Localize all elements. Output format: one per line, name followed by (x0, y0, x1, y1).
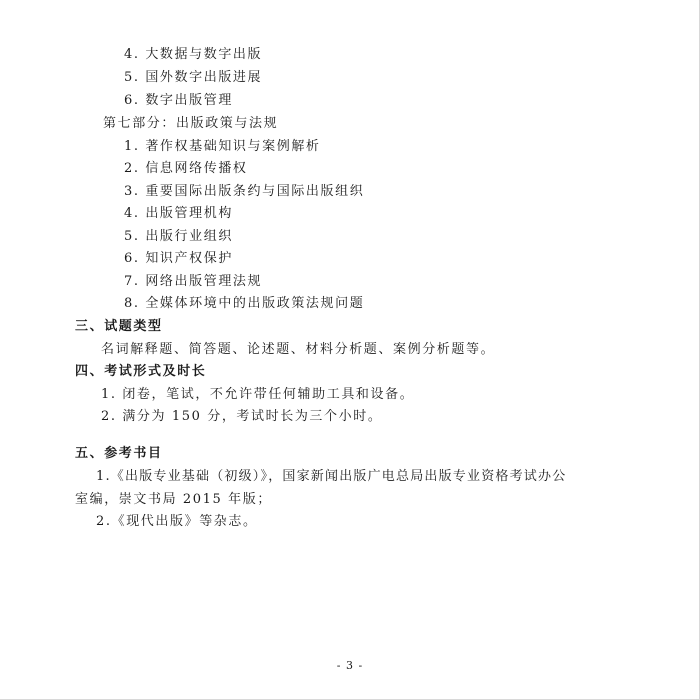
section4-item-1: 1. 闭卷，笔试，不允许带任何辅助工具和设备。 (101, 387, 415, 402)
reference-1-line-1: 1.《出版专业基础（初级）》，国家新闻出版广电总局出版专业资格考试办公 (96, 469, 567, 484)
reference-1-line-2: 室编，崇文书局 2015 年版； (75, 492, 272, 507)
part7-item-6: 6. 知识产权保护 (124, 251, 233, 266)
page-number: - 3 - (336, 659, 364, 672)
part6-item-5: 5. 国外数字出版进展 (124, 70, 263, 85)
section5-heading: 五、参考书目 (75, 446, 163, 461)
reference-2: 2.《现代出版》等杂志。 (96, 514, 258, 529)
part7-item-3: 3. 重要国际出版条约与国际出版组织 (124, 184, 365, 199)
section4-item-2: 2. 满分为 150 分，考试时长为三个小时。 (101, 409, 383, 424)
part6-item-6: 6. 数字出版管理 (124, 93, 233, 108)
part7-title: 第七部分：出版政策与法规 (103, 116, 279, 131)
part7-item-5: 5. 出版行业组织 (124, 229, 233, 244)
section3-body: 名词解释题、简答题、论述题、材料分析题、案例分析题等。 (101, 342, 496, 357)
section4-heading: 四、考试形式及时长 (75, 364, 207, 379)
section3-heading: 三、试题类型 (75, 319, 163, 334)
part7-item-7: 7. 网络出版管理法规 (124, 274, 263, 289)
part6-item-4: 4. 大数据与数字出版 (124, 47, 263, 62)
part7-item-2: 2. 信息网络传播权 (124, 161, 248, 176)
part7-item-1: 1. 著作权基础知识与案例解析 (124, 139, 321, 154)
part7-item-8: 8. 全媒体环境中的出版政策法规问题 (124, 296, 365, 311)
part7-item-4: 4. 出版管理机构 (124, 206, 233, 221)
